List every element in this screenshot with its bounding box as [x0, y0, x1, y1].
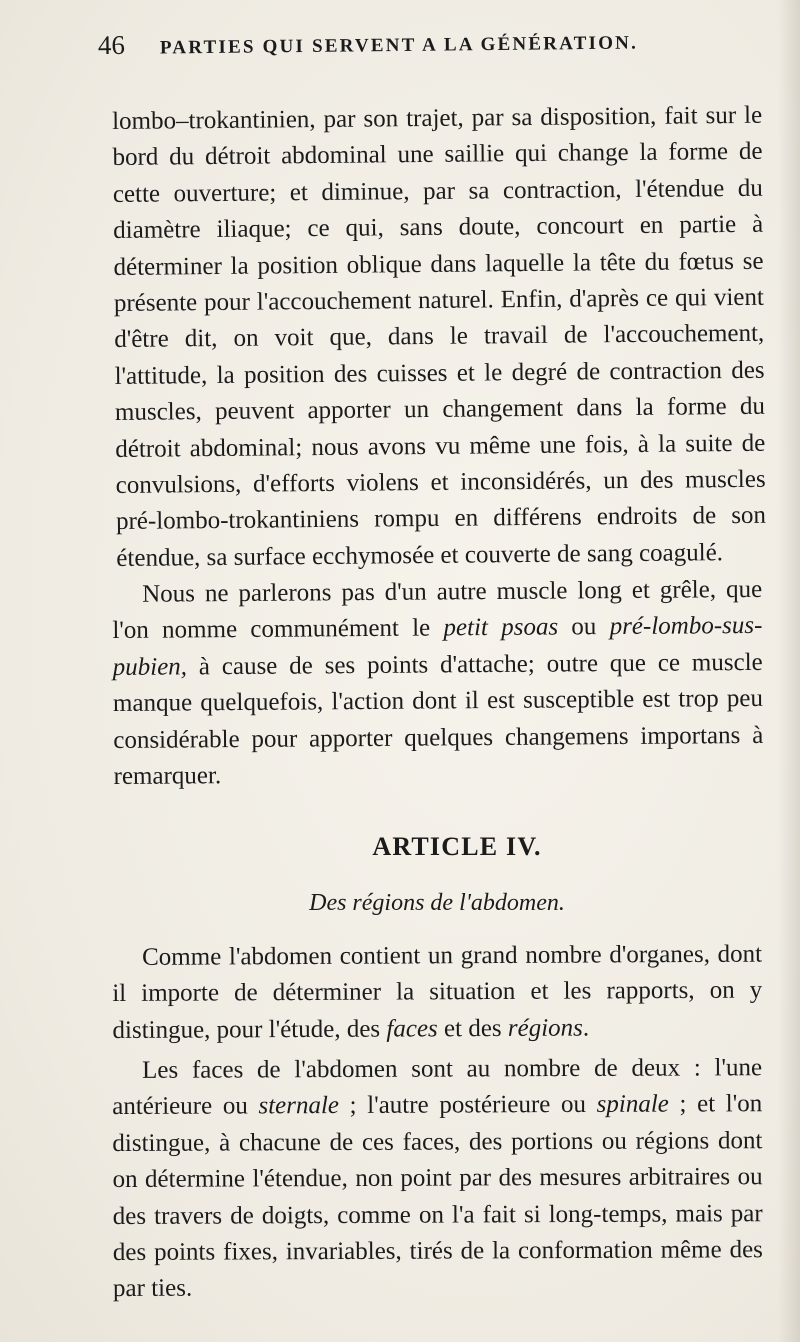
paragraph-2-text-2: ou [558, 613, 610, 642]
article-subtitle: Des régions de l'abdomen. [309, 889, 565, 916]
running-head: PARTIES QUI SERVENT A LA GÉNÉRATION. [159, 32, 639, 59]
page-edge-shadow [778, 0, 800, 1342]
paragraph-3 [112, 936, 763, 1049]
term-spinale: spinale [596, 1090, 669, 1119]
paragraph-2-text-1: Nous ne parlerons pas d'un autre muscle long et grêle, que l'on nomme communément le [112, 576, 763, 645]
term-regions: régions [507, 1014, 583, 1042]
term-petit-psoas: petit psoas [443, 614, 559, 643]
paragraph-3-text-1: Comme l'abdomen contient un grand nombre d'organes, dont il importe de déterminer la situation et les rapports, on y distingue, pour l'étude, des [112, 940, 763, 1044]
paragraph-4 [112, 1050, 763, 1308]
term-pre-lombo-sus-pubien: pré-lombo-sus-pubien, [112, 612, 763, 682]
paragraph-3-text-2: et des [437, 1014, 508, 1042]
paragraph-2 [112, 572, 764, 796]
term-faces: faces [386, 1014, 438, 1043]
page-header [97, 23, 762, 70]
paragraph-4-text-3: ; et l'on distingue, à chacune de ces faces, des portions ou régions dont on détermine l'étendue, non point par des mesures arbitraires ou des travers de doigts, comme on l'a fait si long-temps, mais par des points fixes, invariables, tirés de la conformation même des par ties. [112, 1090, 763, 1303]
term-sternale: sternale [258, 1092, 340, 1120]
paragraph-4-text-2: ; l'autre postérieure ou [338, 1091, 597, 1120]
article-title: ARTICLE IV. [372, 831, 542, 861]
page-number: 46 [97, 29, 126, 61]
paragraph-3-text-3: . [582, 1014, 590, 1042]
paragraph-2-text-3: à cause de ses points d'attache; outre que ce muscle manque quelquefois, l'action dont il est susceptible est trop peu considérable pour apporter quelques changemens importans à remarquer. [112, 648, 764, 791]
paragraph-1: lombo–trokantinien, par son trajet, par sa disposition, fait sur le bord du détroit abdominal une saillie qui change la forme de cette ouverture; et diminue, par sa contraction, l'étendue du diamètre iliaque; ce qui, sans doute, concourt en partie à déterminer la position oblique dans laquelle la tête du fœtus se présente pour l'accouchement naturel. Enfin, d'après ce qui vient d'être dit, on voit que, dans le travail de l'accouchement, l'attitude, la position des cuisses et le degré de contraction des muscles, peuvent apporter un changement dans la forme du détroit abdominal; nous avons vu même une fois, à la suite de convulsions, d'efforts violens et inconsidérés, un des muscles pré-lombo-trokantiniens rompu en différens endroits de son étendue, sa surface ecchymosée et couverte de sang coagulé. [112, 101, 767, 572]
body-text [112, 101, 767, 1308]
paragraph-4-text-1: Les faces de l'abdomen sont au nombre de deux : l'une antérieure ou [112, 1054, 763, 1121]
